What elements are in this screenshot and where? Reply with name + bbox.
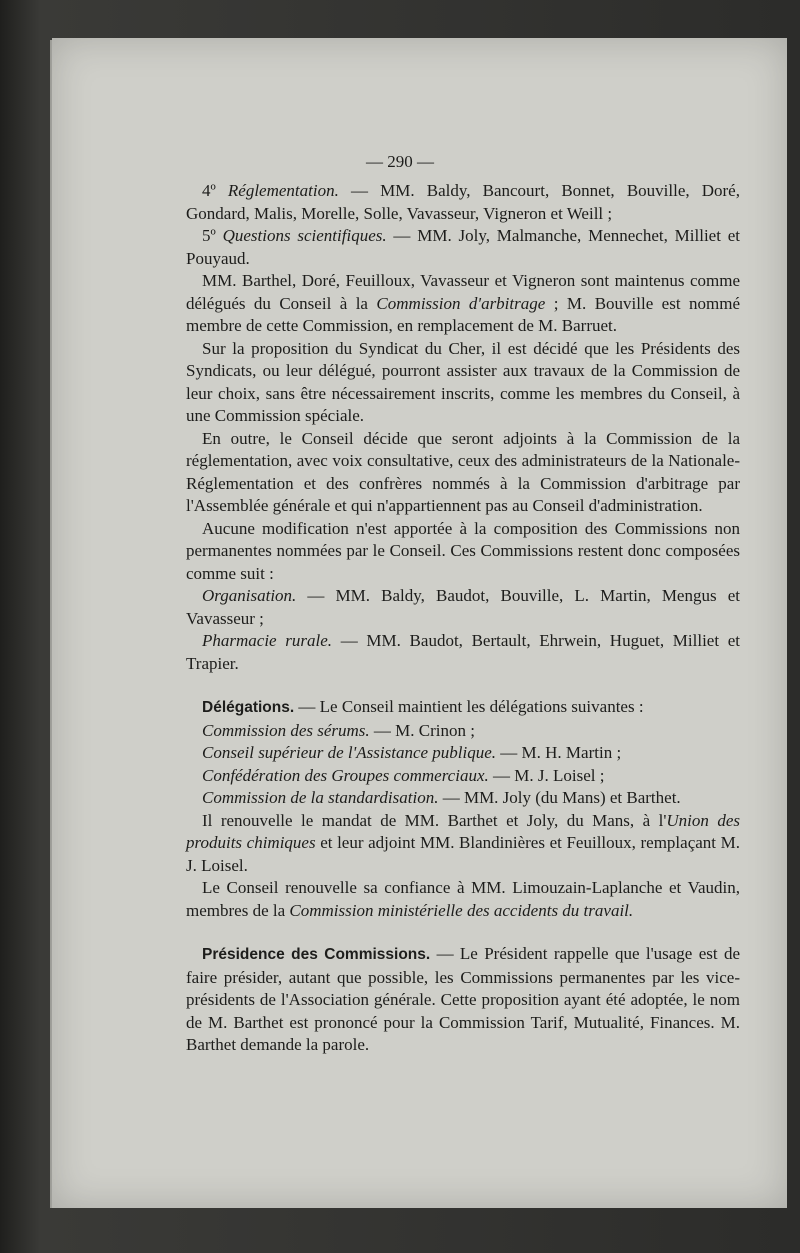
text-run: Il renouvelle le mandat de MM. Barthet et Joly, du Mans, à l' [202,810,667,830]
commission-members: — MM. Joly, Malmanche, Mennechet, Milliet et Pouyaud. [186,226,741,268]
page-body [186,180,740,1057]
delegation-title: Confédération des Groupes commerciaux. [202,765,489,785]
delegation-title: Commission de la standardisation. [202,788,439,807]
text-run: ; M. Bouville est nommé membre de cette Commission, en remplacement de M. Barruet. [186,293,740,335]
section-heading: Délégations. [202,699,295,716]
text-run: — Le Président rappelle que l'usage est de faire présider, autant que possible, les Commissions permanentes par les vice-présidents de l'Association générale. Cette proposition ayant été adoptée, le nom de M. Barthet est prononcé pour la Commission Tarif, Mutualité, Finances. M. Barthet demande la parole. [186,944,740,1054]
commission-title: Commission ministérielle des accidents du travail. [289,900,634,920]
paragraph-questions-scientifiques [186,225,740,270]
commission-members: — MM. Baudot, Bertault, Ehrwein, Huguet, Milliet et Trapier. [186,631,741,673]
paragraph-arbitrage [186,270,740,338]
section-heading: Présidence des Commissions. [202,946,431,963]
paragraph-syndicat-cher: Sur la proposition du Syndicat du Cher, il est décidé que les Présidents des Syndicats, ou leur délégué, pourront assister aux travaux de la Commission de leur choix, sans être nécessairement inscrits, comme les membres du Conseil, à une Commission spéciale. [186,338,740,425]
delegation-item [186,765,740,788]
delegation-item [186,720,740,743]
paragraph-delegations-intro [186,696,740,720]
commission-title: Commission d'arbitrage [376,293,546,313]
text-run: et leur adjoint MM. Blandinières et Feuilloux, remplaçant M. J. Loisel. [186,833,740,875]
delegation-delegate: — M. Crinon ; [369,720,475,740]
list-number: 4º [202,181,228,200]
commission-title: Union des produits chimiques [186,810,740,852]
commission-members: — MM. Baldy, Baudot, Bouville, L. Martin, Mengus et Vavasseur ; [186,586,740,628]
commission-members: — MM. Baldy, Bancourt, Bonnet, Bouville, Doré, Gondard, Malis, Morelle, Solle, Vavasseur, Vigneron et Weill ; [186,181,740,223]
paragraph-reglementation [186,180,740,225]
delegation-item [186,787,740,810]
delegation-delegate: — M. H. Martin ; [496,743,622,762]
paragraph-non-permanentes: Aucune modification n'est apportée à la composition des Commissions non permanentes nommées par le Conseil. Ces Commissions restent donc composées comme suit : [186,518,740,583]
delegation-title: Commission des sérums. [202,720,370,740]
delegation-item [186,742,740,765]
paragraph-accidents-travail [186,877,740,922]
delegation-title: Conseil supérieur de l'Assistance publique. [202,743,497,762]
text-run: Le Conseil renouvelle sa confiance à MM. Limouzain-Laplanche et Vaudin, membres de la [186,878,740,920]
text-run: MM. Barthel, Doré, Feuilloux, Vavasseur et Vigneron sont maintenus comme délégués du Conseil à la [186,271,740,313]
text-run: — Le Conseil maintient les délégations suivantes : [294,697,644,716]
delegation-delegate: — MM. Joly (du Mans) et Barthet. [438,788,681,807]
paragraph-union-produits-chimiques [186,810,740,878]
commission-title: Pharmacie rurale. [202,631,333,650]
commission-title: Réglementation. [227,181,339,200]
commission-title: Questions scientifiques. [222,226,387,245]
delegation-delegate: — M. J. Loisel ; [488,765,605,785]
list-number: 5º [202,226,223,245]
commission-title: Organisation. [202,586,297,605]
paragraph-presidence [186,943,740,1057]
paragraph-pharmacie-rurale [186,630,740,675]
paragraph-en-outre: En outre, le Conseil décide que seront adjoints à la Commission de la réglementation, avec voix consultative, ceux des administrateurs de la Nationale-Réglementation et des confrères nommés à la Commission d'arbitrage par l'Assemblée générale et qui n'appartiennent pas au Conseil d'administration. [186,428,740,515]
paragraph-organisation [186,585,740,630]
page-number: — 290 — [366,152,434,171]
